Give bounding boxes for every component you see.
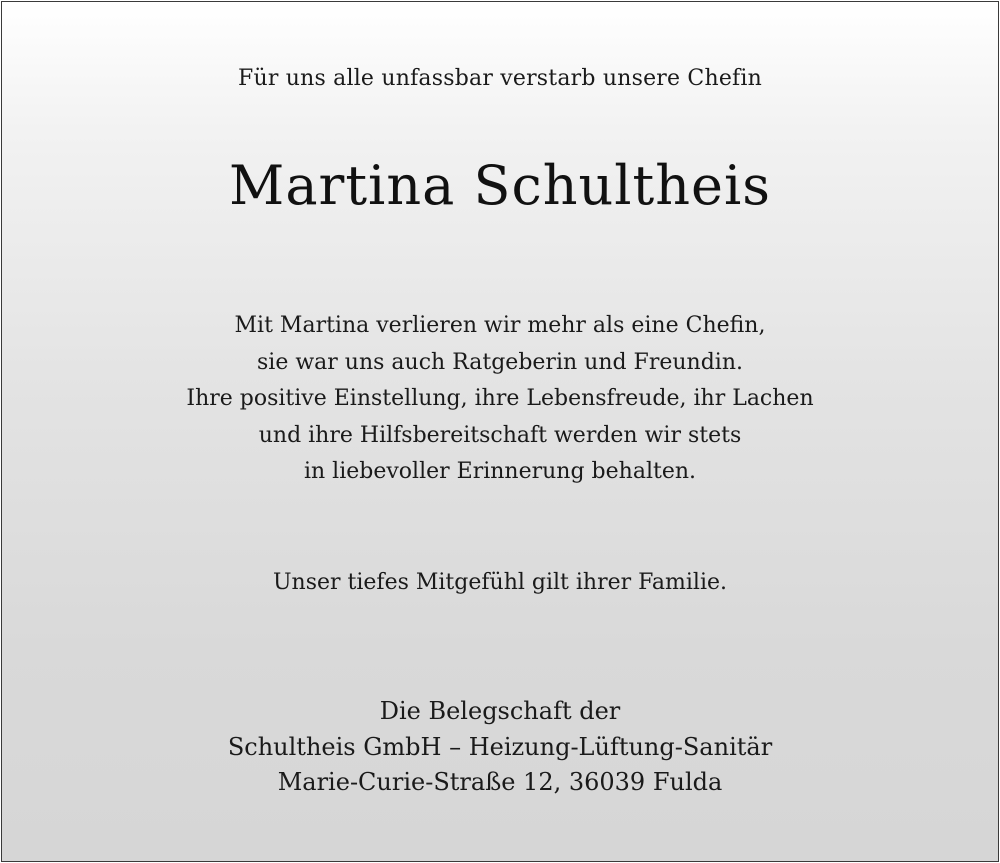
intro-text: Für uns alle unfassbar verstarb unsere Chefin	[237, 66, 762, 91]
tribute-line: sie war uns auch Ratgeberin und Freundin.	[257, 349, 743, 375]
tribute-line: und ihre Hilfsbereitschaft werden wir stets	[258, 422, 742, 448]
company-name: Schultheis GmbH – Heizung-Lüftung-Sanitär	[227, 732, 773, 761]
signature-block	[2, 694, 998, 801]
sympathy-text: Unser tiefes Mitgefühl gilt ihrer Familie.	[273, 570, 727, 595]
company-address: Marie-Curie-Straße 12, 36039 Fulda	[277, 768, 723, 796]
deceased-name: Martina Schultheis	[229, 154, 771, 217]
tribute-line: Ihre positive Einstellung, ihre Lebensfreude, ihr Lachen	[186, 386, 814, 411]
tribute-line: in liebevoller Erinnerung behalten.	[303, 459, 696, 484]
tribute-line: Mit Martina verlieren wir mehr als eine Chefin,	[234, 313, 766, 338]
tribute-text	[2, 308, 998, 491]
signature-line: Die Belegschaft der	[379, 697, 621, 725]
obituary-notice	[1, 1, 999, 862]
